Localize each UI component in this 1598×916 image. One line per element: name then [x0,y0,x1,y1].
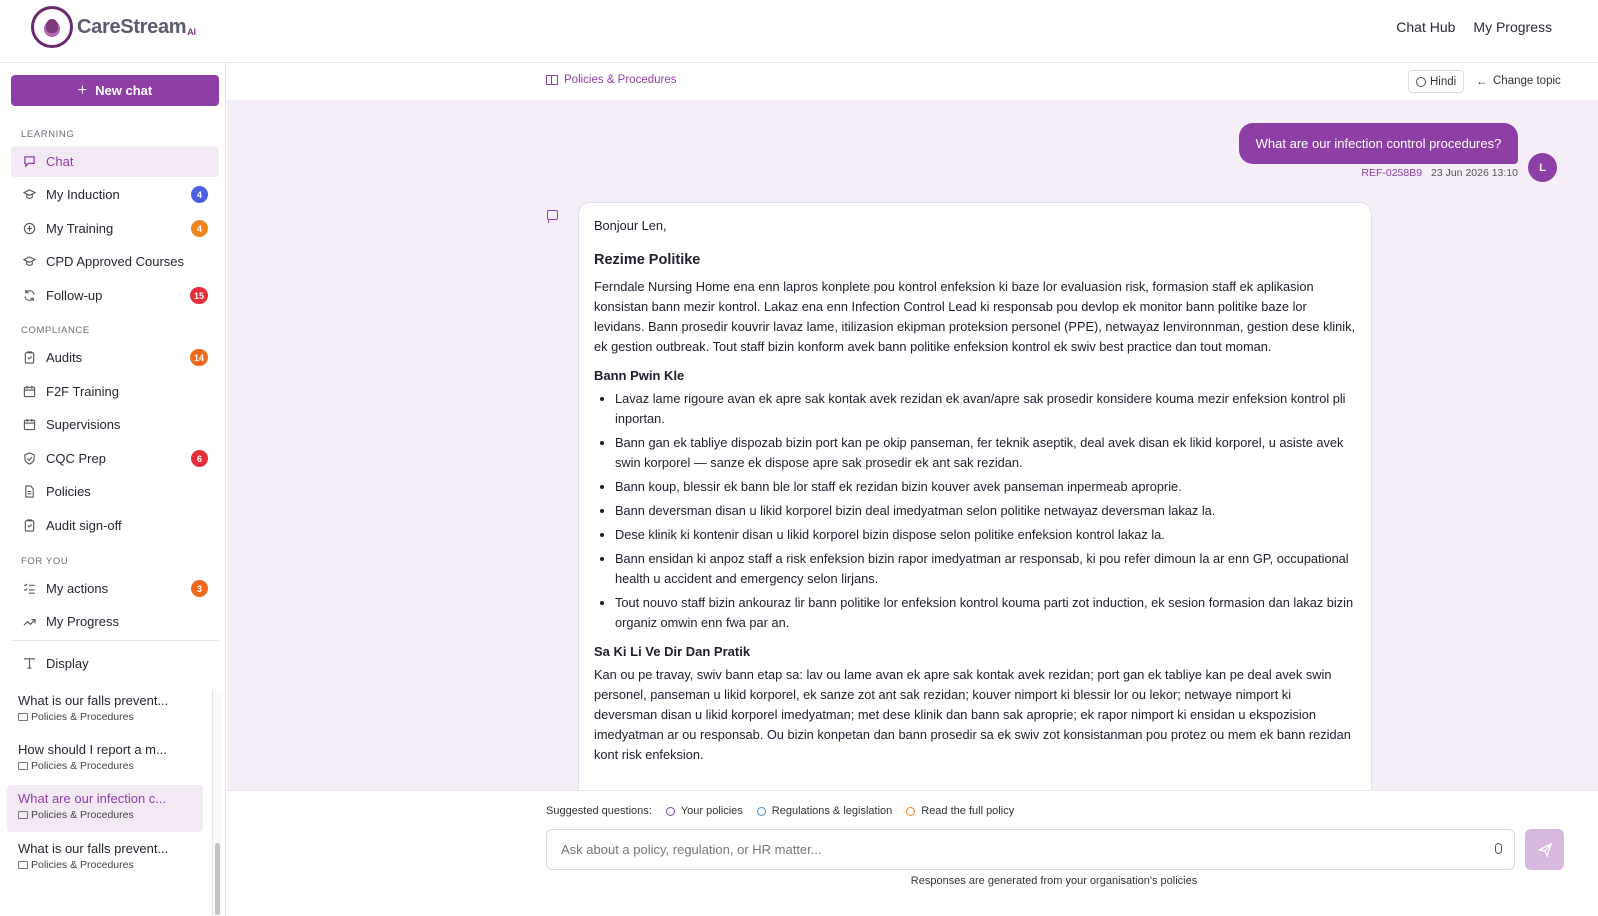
sidebar-item-actions[interactable] [11,573,219,604]
plus-icon: + [77,81,88,99]
nav-chat-hub[interactable]: Chat Hub [1396,19,1456,35]
sidebar [0,63,226,916]
logo-tree-icon [31,6,73,48]
list-item: • Bann gan ek tabliye dispozab bizin port kan pe okip panseman, fer teknik aseptik, deal avek disan ek likid korporel, u asiste avek swin korporel — sanze ek dispose apre sak prosedir ek ant sak rezidan. [615,433,1356,473]
training-icon [22,222,36,236]
reply-heading-summary: Rezime Politike [594,252,701,268]
book-icon [18,713,28,721]
sidebar-item-training[interactable] [11,213,219,244]
sidebar-divider [11,640,219,641]
sidebar-item-supervisions[interactable] [11,409,219,440]
sidebar-item-label: My Induction [46,187,120,202]
text-icon [22,657,36,671]
nav-my-progress[interactable]: My Progress [1473,19,1552,35]
history-title: What is our falls prevent... [18,693,169,708]
calendar-icon [22,418,36,432]
sidebar-item-label: CPD Approved Courses [46,254,185,269]
refresh-icon [22,289,36,303]
book-icon [18,811,28,819]
document-icon [22,485,36,499]
history-title: How should I report a m... [18,742,167,757]
message-input-box [546,829,1515,870]
history-topic: Policies & Procedures [18,711,203,723]
list-item: • Lavaz lame rigoure avan ek apre sak kontak avek rezidan ek avan/apre sak prosedir konsidere kouma mezir enfeksion kontrol pli inportan. [615,389,1356,429]
top-nav [1396,19,1552,35]
section-learning: LEARNING [21,129,75,140]
assistant-message-card [578,202,1372,852]
history-title: What is our falls prevent... [18,841,169,856]
book-icon [18,861,28,869]
globe-icon [1416,77,1426,87]
language-button[interactable]: Hindi [1408,70,1464,93]
graduation-cap-icon [22,188,36,202]
history-item[interactable] [7,835,203,882]
sidebar-item-label: Audit sign-off [46,518,122,533]
sidebar-item-chat[interactable] [11,146,219,177]
list-item: • Dese klinik ki kontenir disan u likid korporel bizin dispose selon politike enfeksion kontrol lakaz la. [615,525,1356,545]
user-message-bubble: What are our infection control procedures? [1239,123,1518,164]
sidebar-item-label: My Training [46,221,114,236]
sidebar-item-induction[interactable] [11,179,219,210]
scrollbar-thumb[interactable] [215,843,220,915]
topic-label: Policies & Procedures [546,74,677,86]
assistant-message-icon [547,210,558,220]
list-item: • Tout nouvo staff bizin ankouraz lir bann politike lor enfeksion kontrol kouma parti zot induction, ek sesion formasion dan lakaz bizin organiz omwin enn fwa par an. [615,593,1356,633]
brand-name: CareStream$^{AI}$ [77,15,196,38]
sidebar-item-progress[interactable] [11,606,219,637]
checklist-icon [22,582,36,596]
sidebar-item-cqc[interactable] [11,443,219,474]
suggestion-your-policies[interactable]: Your policies [666,805,743,817]
history-item[interactable] [7,687,203,734]
suggested-questions [546,805,1028,817]
clipboard-icon [22,519,36,533]
reply-greeting: Bonjour Len, [594,218,667,233]
sidebar-item-label: Policies [46,484,91,499]
calendar-icon [22,385,36,399]
list-item: • Bann koup, blessir ek bann ble lor staff ek rezidan bizin kouver avek panseman inpermeab aproprie. [615,477,1356,497]
sidebar-item-label: Audits [46,350,83,365]
sidebar-item-label: CQC Prep [46,451,106,466]
change-topic-button[interactable]: ← Change topic [1476,74,1561,88]
sidebar-item-label: Follow-up [46,288,103,303]
sidebar-item-label: Display [46,656,89,671]
sidebar-item-followup[interactable] [11,280,219,311]
chat-bubble-icon [22,155,36,169]
new-chat-label: New chat [95,83,153,98]
reply-practice: Kan ou pe travay, swiv bann etap sa: lav ou lame avan ek apre sak kontak avek rezidan; port gan ek tabliye kan pe deal avek swin personel, panseman u likid korporel, ek sanze zot ant sak rezidan; kouver nimport ki blessir lor ou lekor; netwaye nimport ki deversman disan u likid korporel imedyatman; met dese klinik dan bann sak aproprie; ek rapor nimport ki ensidan u ekspozision imedyatman ar ou responsab. Ou bizin konpetan dan bann prosedir sa ek swiv zot konsistanman pou protez ou mem ek bann rezidan kont risk enfeksion. [594,667,1351,762]
graduation-cap-icon [22,255,36,269]
history-topic: Policies & Procedures [18,760,203,772]
composer [227,790,1598,916]
key-points-list [594,389,1356,633]
sidebar-item-label: F2F Training [46,384,119,399]
shield-check-icon [22,452,36,466]
top-bar [0,0,1598,63]
suggestion-full-policy[interactable]: Read the full policy [906,805,1014,817]
send-button[interactable] [1525,829,1564,870]
message-input[interactable] [547,830,1447,869]
circle-icon [906,807,915,816]
message-meta [1361,167,1518,179]
sidebar-scrollbar[interactable] [212,690,221,916]
book-open-icon [546,75,558,85]
sidebar-item-f2f[interactable] [11,376,219,407]
message-timestamp: 23 Jun 2026 13:10 [1431,167,1518,179]
sidebar-item-label: Chat [46,154,74,169]
section-for-you: FOR YOU [21,556,69,567]
count-badge: 6 [191,450,208,467]
list-item: • Bann deversman disan u likid korporel bizin deal imedyatman selon politike netwayaz deversman lakaz la. [615,501,1356,521]
sidebar-item-display[interactable] [11,648,219,679]
suggestion-regulations[interactable]: Regulations & legislation [757,805,892,817]
sidebar-item-label: My Progress [46,614,119,629]
count-badge: 14 [190,349,208,366]
logo[interactable] [31,6,196,48]
history-item-active[interactable] [7,785,203,832]
trending-up-icon [22,615,36,629]
history-item[interactable] [7,736,203,783]
sidebar-item-label: My actions [46,581,109,596]
list-item: • Bann ensidan ki anpoz staff a risk enfeksion bizin rapor imedyatman ar responsab, ki pou refer dimoun la ar enn GP, occupational health u accident and emergency selon lirjans. [615,549,1356,589]
sidebar-item-cpd[interactable] [11,246,219,277]
book-icon [18,762,28,770]
chat-main [227,63,1598,916]
history-topic: Policies & Procedures [18,859,203,871]
sidebar-item-audit-signoff[interactable] [11,510,219,541]
history-title: What are our infection c... [18,791,167,806]
send-icon [1538,843,1552,857]
reply-heading-key-points: Bann Pwin Kle [594,368,685,383]
user-avatar[interactable]: L [1528,153,1557,182]
history-topic: Policies & Procedures [18,809,203,821]
new-chat-button[interactable] [11,75,219,106]
count-badge: 15 [190,287,208,304]
sidebar-item-audits[interactable] [11,342,219,373]
microphone-icon[interactable] [1495,843,1502,854]
reply-summary: Ferndale Nursing Home ena enn lapros konplete pou kontrol enfeksion ki baze lor evaluasion risk, formasion staff ek aplikasion konsistan bann mezir kontrol. Lakaz ena enn Infection Control Lead ki responsab pou devlop ek monitor bann politike baze lor levidans. Bann prosedir kouvrir lavaz lame, itilizasion ekipman proteksion personel (PPE), netwayaz lenvironnman, gestion dese klinik, ek gestion outbreak. Tout staff bizin konform avek bann politike enfeksion kontrol ek swiv best practice dan tout moman. [594,279,1356,354]
count-badge: 3 [191,580,208,597]
circle-icon [666,807,675,816]
count-badge: 4 [191,220,208,237]
sidebar-item-label: Supervisions [46,417,121,432]
disclaimer-text: Responses are generated from your organisation's policies [910,875,1198,887]
reference-id: REF-0258B9 [1361,167,1423,179]
chat-header [227,63,1598,100]
suggested-label: Suggested questions: [546,805,652,817]
circle-icon [757,807,766,816]
reply-heading-practice: Sa Ki Li Ve Dir Dan Pratik [594,644,751,659]
count-badge: 4 [191,186,208,203]
clipboard-icon [22,351,36,365]
sidebar-item-policies[interactable] [11,476,219,507]
arrow-left-icon: ← [1476,74,1488,88]
section-compliance: COMPLIANCE [21,325,90,336]
